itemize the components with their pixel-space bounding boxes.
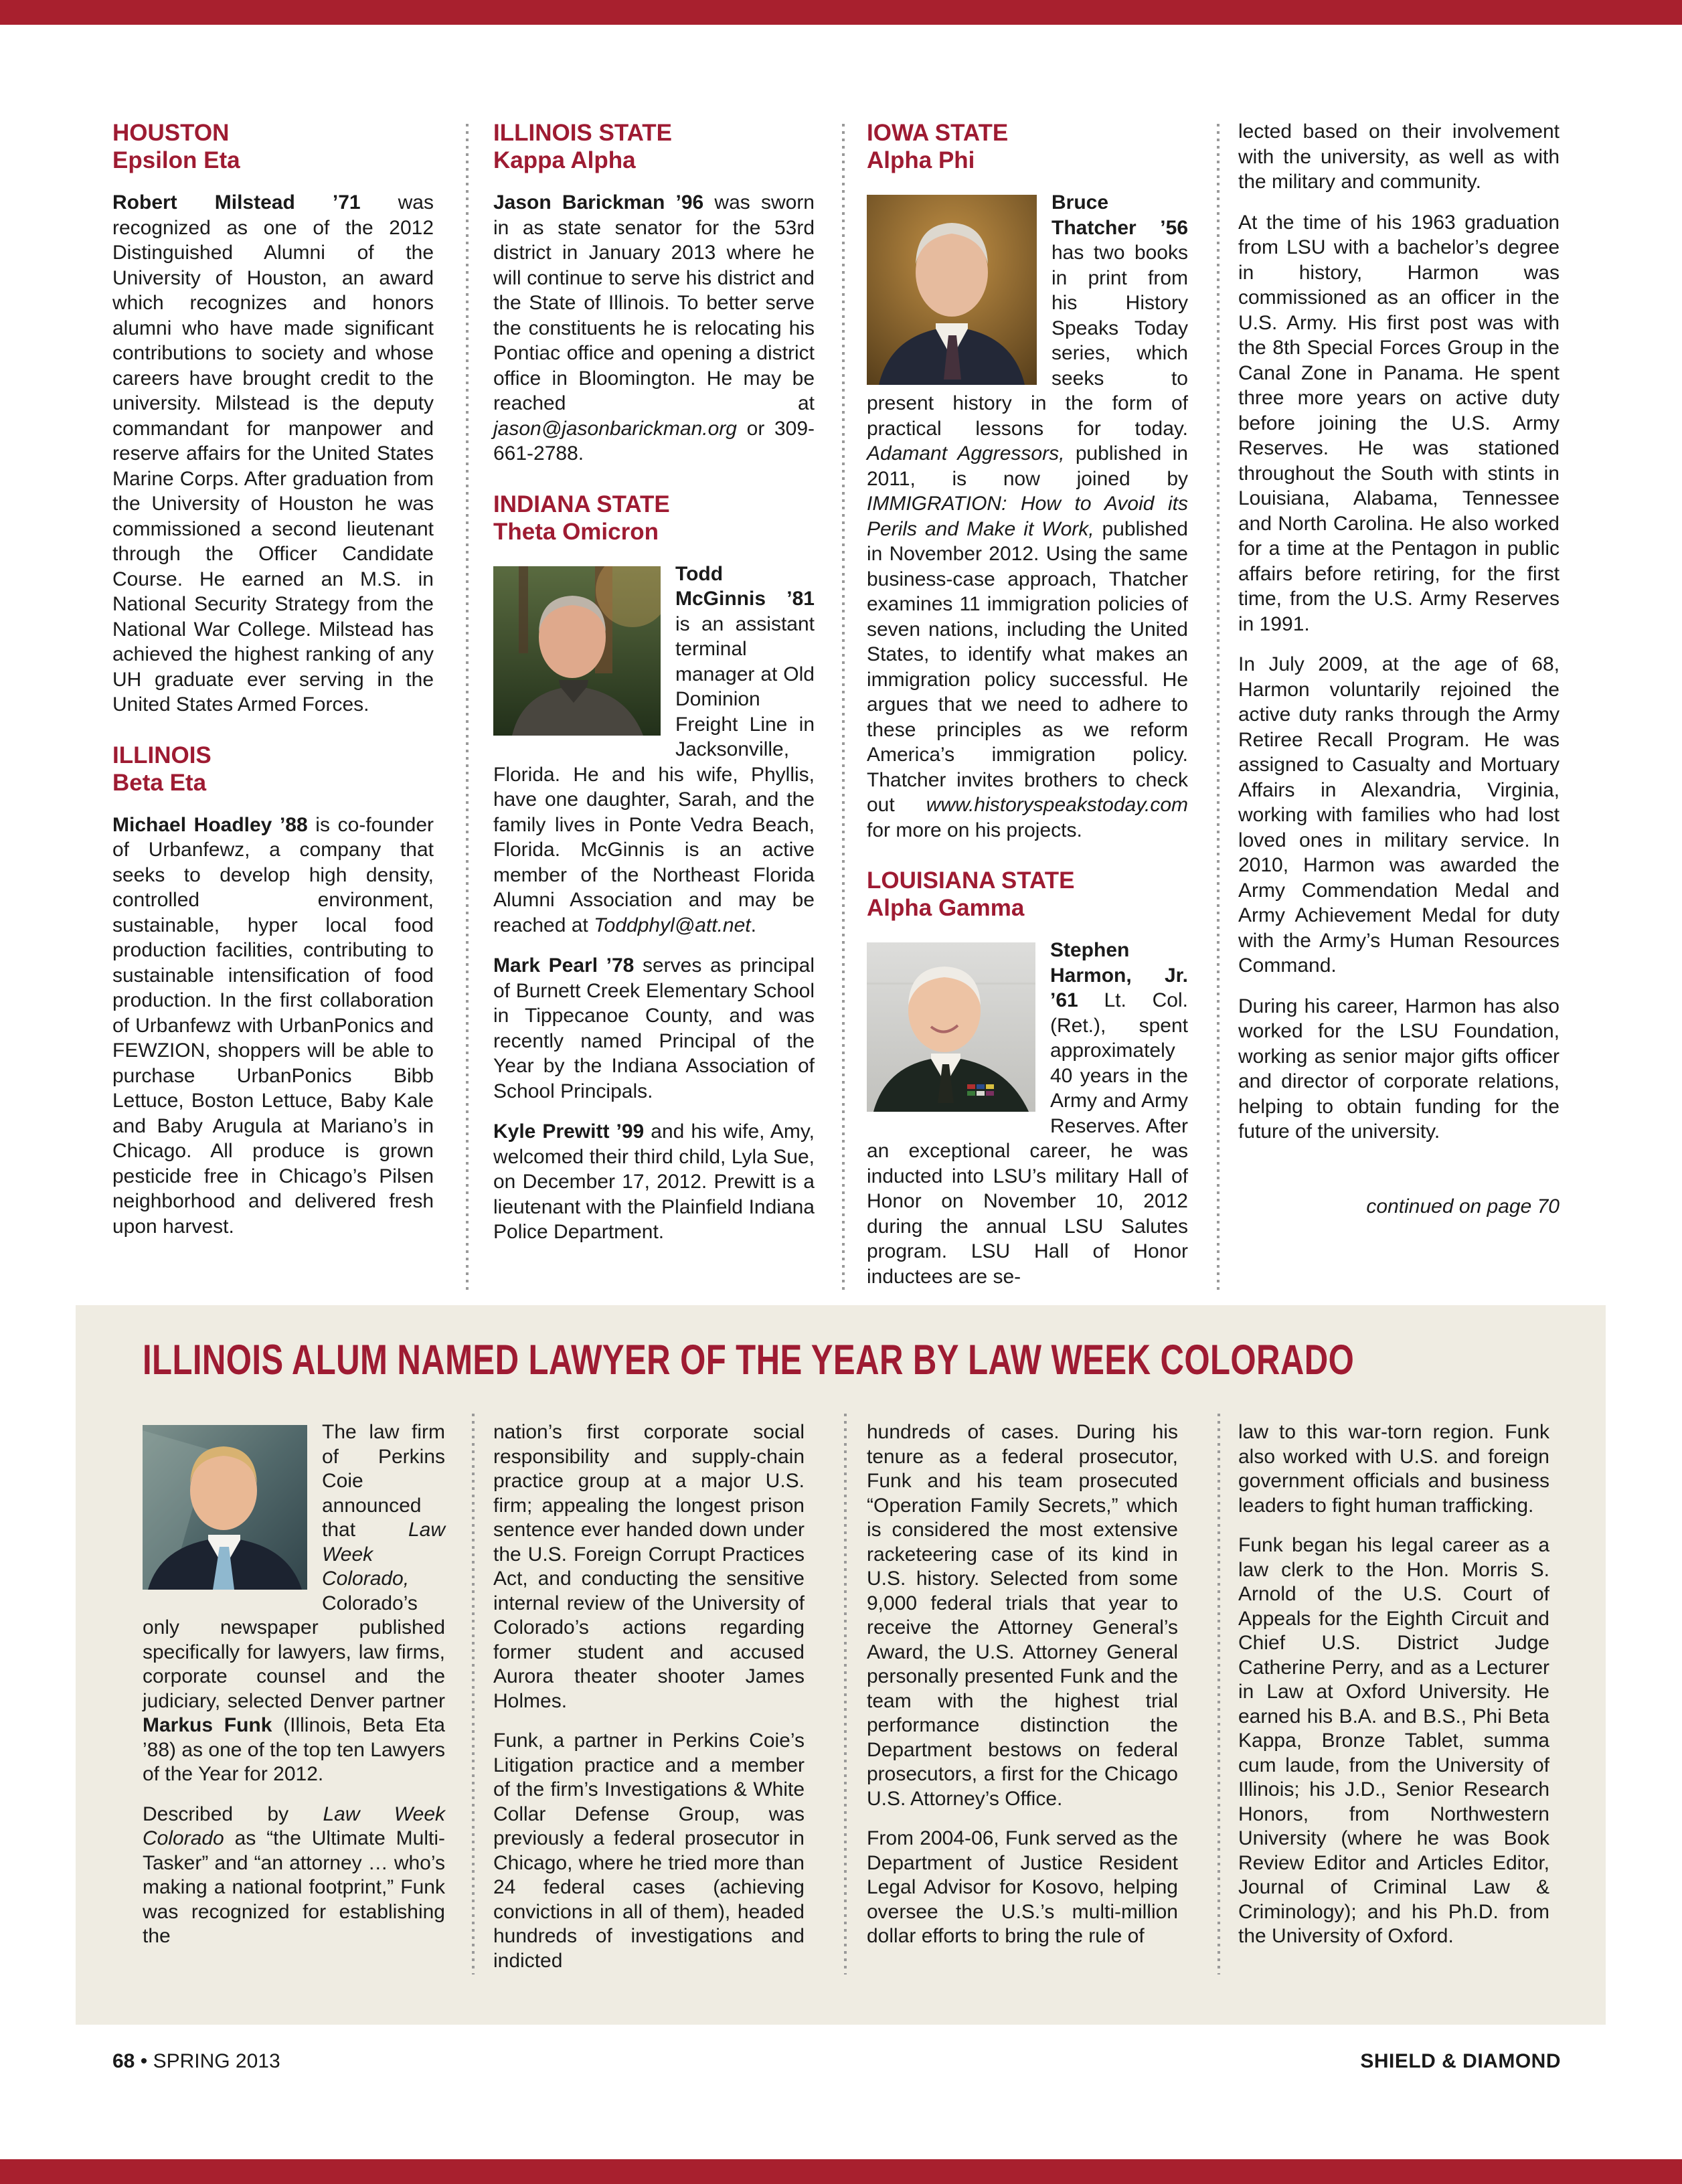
column-separator xyxy=(1217,1414,1220,1975)
portrait-bruce-thatcher xyxy=(867,195,1037,385)
section-heading xyxy=(867,119,1188,174)
italic-text: www.historyspeakstoday.com xyxy=(926,794,1188,816)
feature-box xyxy=(76,1305,1606,2025)
text-segment: published in 2011, is now joined by xyxy=(867,442,1188,490)
portrait-image xyxy=(867,942,1035,1112)
text-segment: Funk, a partner in Perkins Coie’s Litigation practice and a member of the firm’s Investigations & White Collar Defense Group, was previously a federal prosecutor in Chicago, where he tried more than 24 federal cases (achieving convictions in all of them), headed hundreds of investigations and indicted xyxy=(493,1730,805,1972)
paragraph xyxy=(867,1827,1178,1949)
top-border-bar xyxy=(0,0,1682,25)
paragraph xyxy=(1238,119,1560,195)
chapter-school-name: INDIANA STATE xyxy=(493,491,670,517)
text-segment: . xyxy=(750,914,756,936)
text-segment: hundreds of cases. During his tenure as a federal prosecutor, Funk and his team prosecuted “Operation Family Secrets,” which is considered the most extensive racketeering case of its kind in U.S. history. Selected from some 9,000 federal trials that year to receive the Attorney General’s Award, the U.S. Attorney General personally presented Funk and the team with the highest trial performance distinction the Department bestows on federal prosecutors, a first for the Chicago U.S. Attorney’s Office. xyxy=(867,1421,1178,1810)
paragraph xyxy=(143,1802,445,1949)
text-segment: During his career, Harmon has also worked for the LSU Foundation, working as senior major gifts officer and director of corporate relations, helping to obtain funding for the future of the university. xyxy=(1238,995,1560,1143)
page-footer xyxy=(112,2049,1561,2074)
portrait-todd-mcginnis xyxy=(493,566,661,736)
paragraph xyxy=(112,813,434,1240)
portrait-stephen-harmon xyxy=(867,942,1035,1112)
paragraph xyxy=(1238,210,1560,637)
paragraph xyxy=(867,190,1188,843)
text-segment: From 2004-06, Funk served as the Department of Justice Resident Legal Advisor for Kosovo, helping oversee the U.S.’s multi-million dollar efforts to bring the rule of xyxy=(867,1827,1178,1947)
main-column-3 xyxy=(867,119,1188,1305)
text-segment: Funk began his legal career as a law clerk to the Hon. Morris S. Arnold of the U.S. Court of Appeals for the Eighth Circuit and Chief U.S. District Judge Catherine Perry, and as a Lecturer in Law at Oxford University. He earned his B.A. and B.S., Phi Beta Kappa, Bronze Tablet, summa cum laude, from the University of Illinois; his J.D., Senior Research Honors, from Northwestern University (where he was Book Review Editor and Articles Editor, Journal of Criminal Law & Criminology); and his Ph.D. from the University of Oxford. xyxy=(1238,1534,1549,1947)
text-segment: nation’s first corporate social responsibility and supply-chain practice group at a major U.S. firm; appealing the longest prison sentence ever handed down under the U.S. Foreign Corrupt Practices Act, and conducting the sensitive internal review of the University of Colorado’s actions regarding former student and accused Aurora theater shooter James Holmes. xyxy=(493,1421,805,1712)
paragraph xyxy=(493,562,815,938)
text-segment: Described by xyxy=(143,1802,323,1825)
italic-text: Toddphyl@att.net xyxy=(594,914,751,936)
italic-text: jason@jasonbarickman.org xyxy=(493,417,737,440)
text-segment: The law firm of Perkins Coie announced that xyxy=(322,1421,445,1541)
text-segment: law to this war-torn region. Funk also worked with U.S. and foreign government officials and business leaders to fight human trafficking. xyxy=(1238,1421,1549,1517)
page-number: 68 xyxy=(112,2050,135,2072)
text-segment: serves as principal of Burnett Creek Elementary School in Tippecanoe County, and was recently named Principal of the Year by the Indiana Association of School Principals. xyxy=(493,954,815,1102)
feature-column-1 xyxy=(143,1420,445,1964)
chapter-school-name: IOWA STATE xyxy=(867,120,1009,146)
paragraph xyxy=(867,938,1188,1289)
paragraph xyxy=(867,1420,1178,1811)
footer-separator: • xyxy=(135,2050,153,2072)
italic-text: Law Week Colorado, xyxy=(322,1519,445,1590)
person-name: Markus Funk xyxy=(143,1714,272,1736)
person-name: Mark Pearl ’78 xyxy=(493,954,643,977)
chapter-greek-name: Epsilon Eta xyxy=(112,147,240,173)
text-segment: was recognized as one of the 2012 Distinguished Alumni of the University of Houston, an award which recognizes and honors alumni who have made significant contributions to society and whose careers have brought credit to the university. Milstead is the deputy commandant for manpower and reserve affairs for the United States Marine Corps. After graduation from the University of Houston he was commissioned a second lieutenant through the Officer Candidate Course. He earned an M.S. in National Security Strategy from the National War College. Milstead has achieved the highest ranking of any UH graduate ever serving in the United States Armed Forces. xyxy=(112,191,434,716)
paragraph xyxy=(1238,1533,1549,1949)
section-heading xyxy=(867,867,1188,922)
paragraph xyxy=(493,1729,805,1973)
text-segment: lected based on their involvement with the university, as well as with the military and community. xyxy=(1238,120,1560,193)
portrait-image xyxy=(867,195,1037,385)
column-separator xyxy=(472,1414,475,1975)
chapter-greek-name: Theta Omicron xyxy=(493,518,659,545)
text-segment: is co-founder of Urbanfewz, a company that seeks to develop high density, controlled environment, sustainable, hyper local food production facilities, contributing to sustainable intensification of food production. In the first collaboration of Urbanfewz with UrbanPonics and FEWZION, shoppers will be able to purchase UrbanPonics Bibb Lettuce, Boston Lettuce, Baby Kale and Baby Arugula at Mariano’s in Chicago. All produce is grown pesticide free in Chicago’s Pilsen neighborhood and delivered fresh upon harvest. xyxy=(112,813,434,1238)
text-segment: published in November 2012. Using the same business-case approach, Thatcher examines 11 immigration policies of seven nations, including the United States, to identify what makes an immigration policy successful. He argues that we need to adhere to these principles as we reform America’s immigration policy. Thatcher invites brothers to check out xyxy=(867,517,1188,816)
person-name: Michael Hoadley ’88 xyxy=(112,813,316,836)
person-name: Jason Barickman ’96 xyxy=(493,191,715,214)
paragraph xyxy=(493,1420,805,1713)
section-heading xyxy=(493,119,815,174)
text-segment: and his wife, Amy, welcomed their third child, Lyla Sue, on December 17, 2012. Prewitt is a lieutenant with the Plainfield Indiana Police Department. xyxy=(493,1120,815,1243)
paragraph xyxy=(493,953,815,1104)
text-segment: as “the Ultimate Multi-Tasker” and “an attorney … who’s making a national footprint,” Funk was recognized for establishing the xyxy=(143,1827,445,1947)
chapter-school-name: ILLINOIS xyxy=(112,742,212,768)
italic-text: Law Week Colorado xyxy=(143,1802,446,1849)
main-column-2 xyxy=(493,119,815,1260)
text-segment: Lt. Col. (Ret.), spent approximately 40 years in the Army and Army Reserves. After an exceptional career, he was inducted into LSU’s military Hall of Honor on November 10, 2012 during the annual LSU Salutes program. LSU Hall of Honor inductees are se- xyxy=(867,989,1188,1288)
main-column-1 xyxy=(112,119,434,1254)
bottom-border-bar xyxy=(0,2159,1682,2184)
person-name: Robert Milstead ’71 xyxy=(112,191,398,214)
chapter-school-name: HOUSTON xyxy=(112,120,230,146)
magazine-title: SHIELD & DIAMOND xyxy=(1360,2050,1561,2072)
portrait-image xyxy=(493,566,661,736)
feature-title: ILLINOIS ALUM NAMED LAWYER OF THE YEAR BY LAW WEEK COLORADO xyxy=(143,1337,1355,1383)
portrait-markus-funk xyxy=(143,1425,307,1590)
chapter-school-name: ILLINOIS STATE xyxy=(493,120,673,146)
issue-label: SPRING 2013 xyxy=(153,2050,280,2072)
feature-column-4 xyxy=(1238,1420,1549,1964)
text-segment: has two books in print from his History Speaks Today series, which seeks to present history in the form of practical lessons for today. xyxy=(867,242,1188,440)
chapter-greek-name: Alpha Gamma xyxy=(867,895,1025,921)
portrait-image xyxy=(143,1425,307,1590)
person-name: Bruce Thatcher ’56 xyxy=(1052,191,1188,239)
paragraph xyxy=(493,190,815,467)
paragraph xyxy=(493,1119,815,1245)
person-name: Todd McGinnis ’81 xyxy=(675,562,815,610)
paragraph xyxy=(112,190,434,718)
section-heading xyxy=(493,491,815,545)
italic-text: Adamant Aggressors, xyxy=(867,442,1065,465)
column-separator xyxy=(1217,124,1220,1292)
text-segment: At the time of his 1963 graduation from LSU with a bachelor’s degree in history, Harmon was commissioned as an officer in the U.S. Army. His first post was with the 8th Special Forces Group in the Canal Zone in Panama. He spent three more years on active duty before joining the U.S. Army Reserves. He was stationed throughout the South with stints in Louisiana, Alabama, Tennessee and North Carolina. He also worked for a time at the Pentagon in public affairs before retiring, for the first time, from the U.S. Army Reserves in 1991. xyxy=(1238,211,1560,635)
column-separator xyxy=(466,124,469,1292)
column-separator xyxy=(842,124,845,1292)
paragraph xyxy=(143,1420,445,1787)
person-name: Stephen Harmon, Jr. ’61 xyxy=(1050,939,1188,1011)
text-segment: In July 2009, at the age of 68, Harmon voluntarily rejoined the active duty ranks through the Army Retiree Recall Program. He was assigned to Casualty and Mortuary Affairs in Alexandria, Virginia, working with families who had lost loved ones in military service. In 2010, Harmon was awarded the Army Commendation Medal and Army Achievement Medal for duty with the Army’s Human Resources Command. xyxy=(1238,653,1560,977)
chapter-school-name: LOUISIANA STATE xyxy=(867,867,1075,894)
main-column-4 xyxy=(1238,119,1560,1218)
text-segment: is an assistant terminal manager at Old Dominion Freight Line in Jacksonville, Florida. He and his wife, Phyllis, have one daughter, Sarah, and the family lives in Ponte Vedra Beach, Florida. McGinnis is an active member of the Northeast Florida Alumni Association and may be reached at xyxy=(493,612,815,936)
column-separator xyxy=(844,1414,847,1975)
paragraph xyxy=(1238,652,1560,979)
feature-column-3 xyxy=(867,1420,1178,1964)
text-segment: Colorado’s only newspaper published specifically for lawyers, law firms, corporate counsel and the judiciary, selected Denver partner xyxy=(143,1592,445,1712)
person-name: Kyle Prewitt ’99 xyxy=(493,1120,651,1143)
paragraph xyxy=(1238,1420,1549,1518)
chapter-greek-name: Alpha Phi xyxy=(867,147,975,173)
paragraph xyxy=(1238,994,1560,1145)
continued-note: continued on page 70 xyxy=(1366,1195,1560,1217)
text-segment: for more on his projects. xyxy=(867,819,1082,841)
italic-text: IMMIGRATION: How to Avoid its Perils and Make it Work, xyxy=(867,493,1188,540)
footer-left xyxy=(112,2049,280,2074)
text-segment: or 309-661-2788. xyxy=(493,417,815,465)
section-heading xyxy=(112,742,434,796)
section-heading xyxy=(112,119,434,174)
chapter-greek-name: Beta Eta xyxy=(112,769,207,796)
text-segment: was sworn in as state senator for the 53rd district in January 2013 where he will continue to serve his district and the State of Illinois. To better serve the constituents he is relocating his Pontiac office and opening a district office in Bloomington. He may be reached at xyxy=(493,191,815,414)
text-segment: (Illinois, Beta Eta ’88) as one of the top ten Lawyers of the Year for 2012. xyxy=(143,1714,445,1785)
feature-column-2 xyxy=(493,1420,805,1989)
chapter-greek-name: Kappa Alpha xyxy=(493,147,636,173)
